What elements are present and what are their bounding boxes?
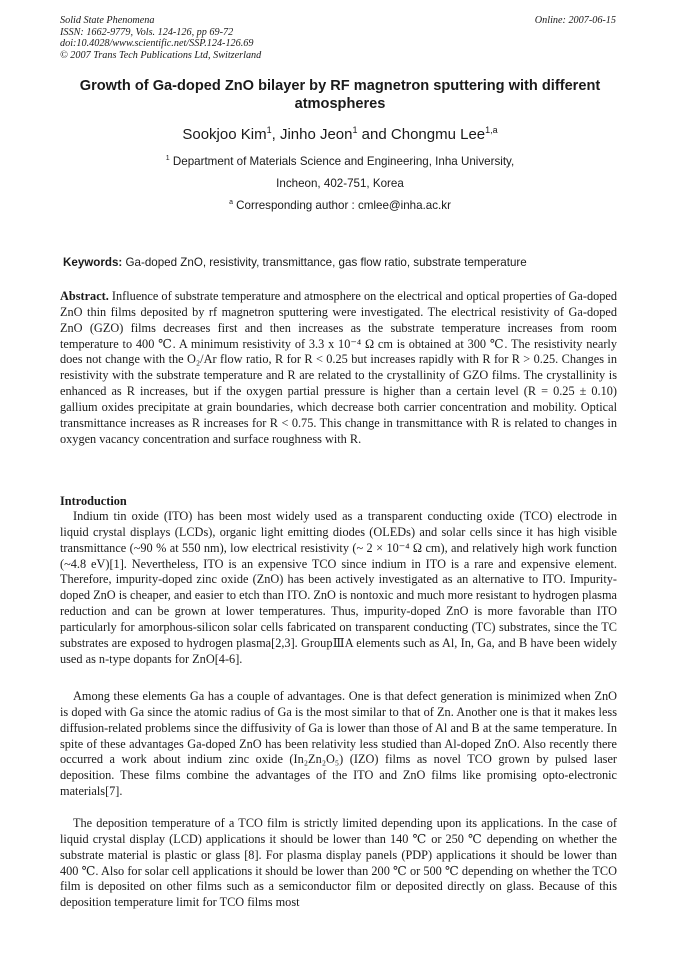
author-affiliation-mark: 1,a	[485, 125, 498, 135]
author-separator: ,	[271, 126, 280, 143]
author-name: Chongmu Lee	[390, 126, 486, 143]
intro-paragraph-2: Among these elements Ga has a couple of advantages. One is that defect generation is minimized when ZnO is doped with Ga since the atomic radius of Ga is the most similar to that of Zn. Another one is that it makes less diffusion-related problems since the diffusivity of Ga is lower than those of Al and B at the same temperature. In spite of these advantages Ga-doped ZnO has been relativity less studied than Al-doped ZnO. Also recently there occurred a work about indium zinc oxide (In₂Zn₂O₅) (IZO) films as novel TCO grown by pulsed laser deposition. These films combine the advantages of the ITO and ZnO films like promising opto-electronic materials[7].	[60, 689, 617, 799]
author-list	[60, 126, 620, 143]
journal-name: Solid State Phenomena	[60, 15, 155, 26]
author-affiliation-mark: 1	[266, 125, 272, 135]
affiliation-line-1: $^1$ Department of Materials Science and Engineering, Inha University,	[165, 155, 515, 168]
abstract-label: Abstract.	[60, 289, 109, 303]
keywords	[63, 256, 623, 269]
paper-title: Growth of Ga-doped ZnO bilayer by RF magnetron sputtering with different atmospheres	[79, 78, 601, 112]
keywords-label: Keywords:	[63, 256, 123, 269]
affiliation-mark: 1	[165, 155, 170, 163]
intro-paragraph-3: The deposition temperature of a TCO film is strictly limited depending upon its applications. In the case of liquid crystal display (LCD) applications it should be lower than 140 ℃ or 250 ℃ depending on whether the substrate material is plastic or glass [8]. For plasma display panels (PDP) applications it should be lower than 400 ℃. Also for solar cell applications it should be lower than 200 ℃ or 500 ℃ depending on whether the TCO film is deposited on other films such as a semiconductor film or deposited directly on glass. Because of this deposition temperature limit for TCO films most	[60, 816, 617, 910]
corresponding-author: $^a$ Corresponding author : cmlee@inha.ac.kr	[229, 199, 451, 212]
section-heading-introduction: Introduction	[60, 494, 127, 508]
keywords-text: Ga-doped ZnO, resistivity, transmittance, gas flow ratio, substrate temperature	[122, 256, 527, 269]
author-name: Sookjoo Kim	[182, 126, 267, 143]
affiliation-line-2: Incheon, 402-751, Korea	[276, 177, 404, 190]
journal-copyright: © 2007 Trans Tech Publications Ltd, Switzerland	[60, 49, 262, 61]
online-date: Online: 2007-06-15	[534, 15, 616, 26]
abstract	[60, 289, 617, 447]
author-name: Jinho Jeon	[279, 126, 353, 143]
author-affiliation-mark: 1	[352, 125, 358, 135]
journal-doi: doi:10.4028/www.scientific.net/SSP.124-126.69	[60, 38, 254, 50]
abstract-text: Influence of substrate temperature and atmosphere on the electrical and optical properties of Ga-doped ZnO thin films deposited by rf magnetron sputtering were investigated. The electrical resistivity of Ga-doped ZnO (GZO) films decreases first and then increases as the substrate temperature increases from room temperature to 400 ℃. A minimum resistivity of 3.3 x 10⁻⁴ Ω cm is obtained at 300 ℃. The resistivity nearly does not change with the O₂/Ar flow ratio, R for R < 0.25 but increases rapidly with R for R > 0.25. Changes in resistivity with the substrate temperature and R are related to the crystallinity of GZO films. The crystallinity is enhanced as R increases, but if the oxygen partial pressure is higher than a certain level (R = 0.25 ± 0.10) gallium oxides precipitate at grain boundaries, which decrease both carrier concentration and mobility. Optical transmittance increases as R increases for R < 0.75. This change in transmittance with R is related to changes in oxygen vacancy concentration and surface roughness with R.	[60, 289, 617, 446]
corresponding-mark: a	[229, 199, 233, 207]
author-separator: and	[357, 126, 391, 143]
journal-issn: ISSN: 1662-9779, Vols. 124-126, pp 69-72	[60, 26, 234, 38]
intro-paragraph-1: Indium tin oxide (ITO) has been most widely used as a transparent conducting oxide (TCO) electrode in liquid crystal displays (LCDs), organic light emitting diodes (OLEDs) and solar cells since it has high visible transmittance (~90 % at 550 nm), low electrical resistivity (~ 2 × 10⁻⁴ Ω cm), and relatively high work function (~4.8 eV)[1]. Nevertheless, ITO is an expensive TCO since indium in ITO is a rare and expensive element. Therefore, impurity-doped zinc oxide (ZnO) has been actively investigated as an alternative to ITO. Impurity-doped ZnO is cheaper, and easier to etch than ITO. ZnO is nontoxic and much more resistant to hydrogen plasma reduction and can be grown at lower temperatures. Thus, impurity-doped ZnO is more favorable than ITO particularly for amorphous-silicon solar cells fabricated on transparent conducting (TC) substrates, since the TC substrates are exposed to hydrogen plasma[2,3]. GroupⅢA elements such as Al, In, Ga, and B have been widely used as n-type dopants for ZnO[4-6].	[60, 509, 617, 666]
